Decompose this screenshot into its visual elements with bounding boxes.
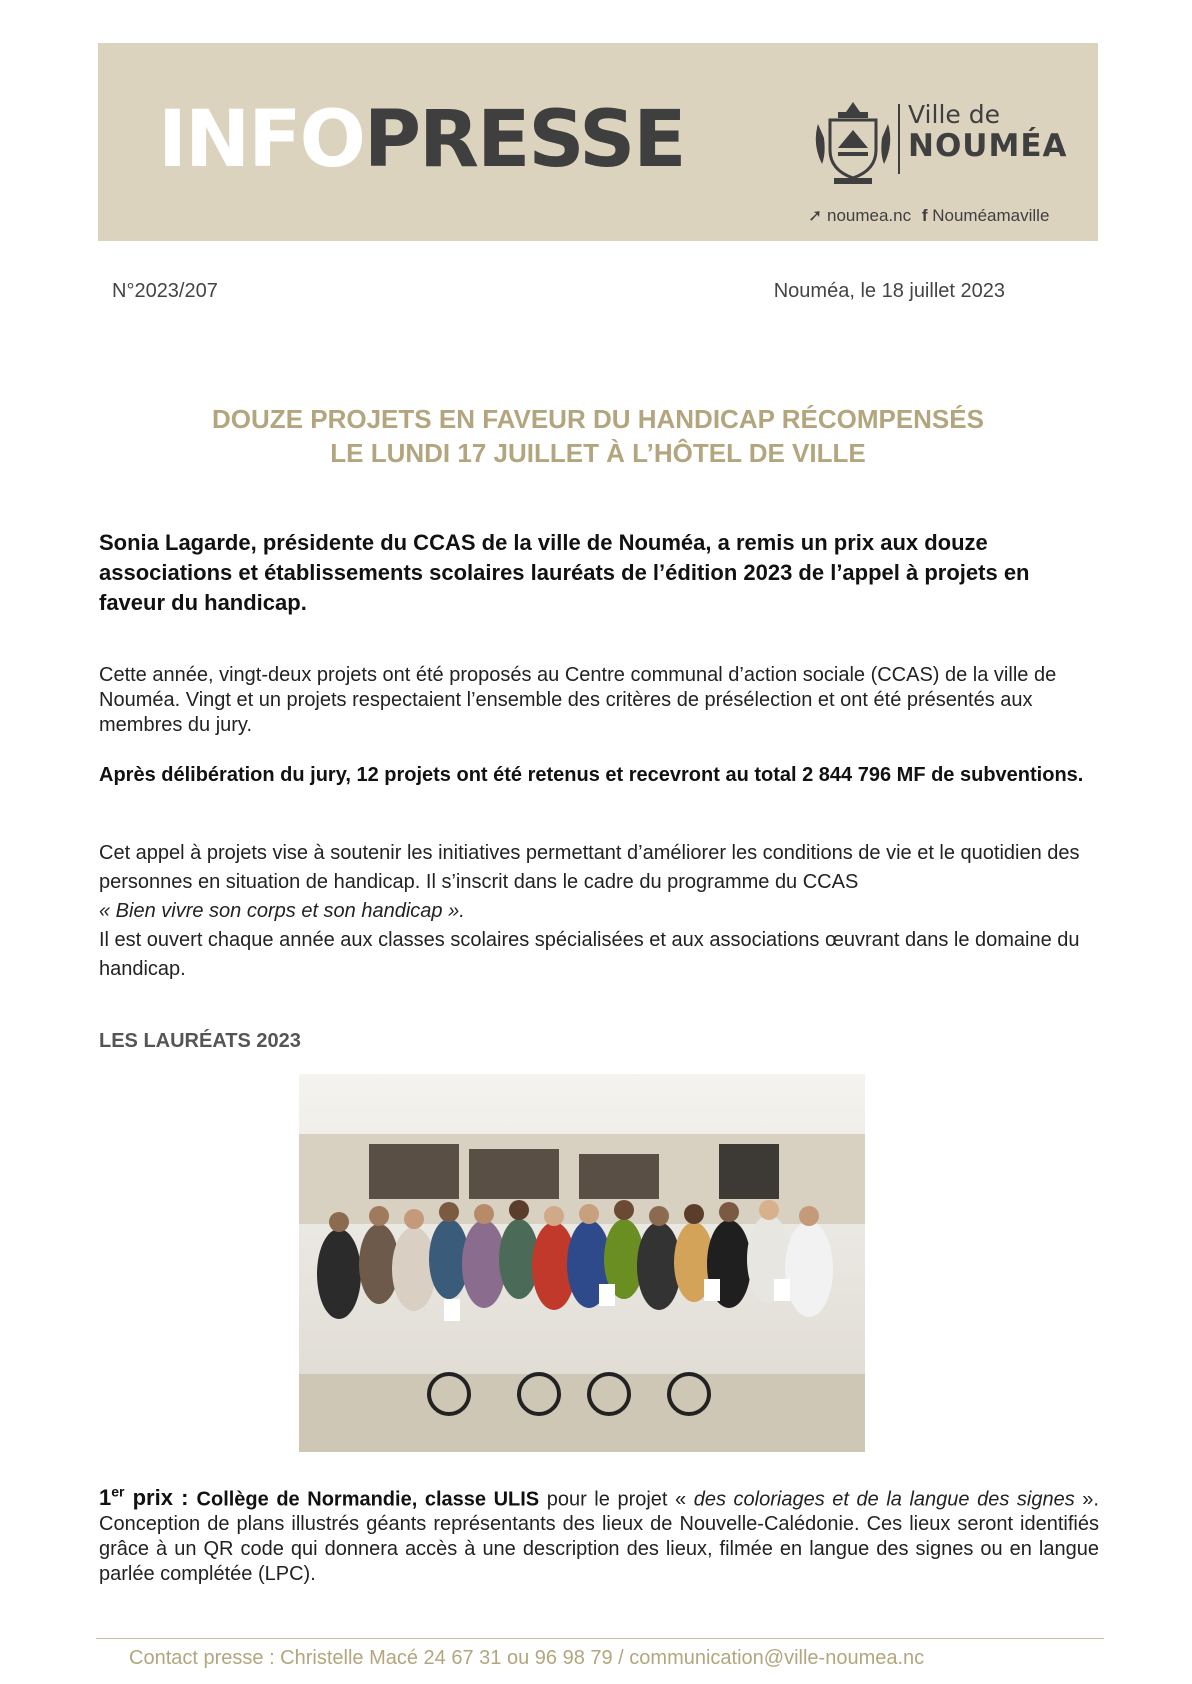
prize-rank-word: prix : bbox=[124, 1485, 197, 1511]
lead-paragraph: Sonia Lagarde, présidente du CCAS de la ville de Nouméa, a remis un prix aux douze associations et établissements scolaires lauréats de l’édition 2023 de l’appel à projets en faveur du handicap. bbox=[99, 530, 1030, 615]
body-paragraph-1: Cette année, vingt-deux projets ont été proposés au Centre communal d’action sociale (CCAS) de la ville de Nouméa. Vingt et un projets respectaient l’ensemble des critères de présélection et ont été présentés aux membres du jury. bbox=[99, 664, 1057, 736]
press-contact: Contact presse : Christelle Macé 24 67 31 ou 96 98 79 / communication@ville-noumea.nc bbox=[129, 1647, 925, 1669]
website-link[interactable]: noumea.nc bbox=[826, 206, 912, 225]
release-date: Nouméa, le 18 juillet 2023 bbox=[773, 280, 1005, 302]
prize-rank-number: 1 bbox=[99, 1485, 112, 1511]
city-name: NOUMÉA bbox=[908, 128, 1068, 164]
city-logo bbox=[808, 98, 1068, 228]
prize-project-name: des coloriages et de la langue des signes bbox=[693, 1488, 1075, 1511]
footer-divider bbox=[96, 1638, 1104, 1639]
programme-name: « Bien vivre son corps et son handicap ». bbox=[99, 900, 465, 922]
group-photo bbox=[299, 1074, 865, 1452]
city-label: Ville de bbox=[908, 100, 1000, 129]
paragraph-3-end: Il est ouvert chaque année aux classes scolaires spécialisées et aux associations œuvrant dans le domaine du handicap. bbox=[99, 929, 1080, 980]
prize-rank bbox=[99, 1485, 197, 1510]
release-number: N°2023/207 bbox=[112, 280, 218, 302]
city-crest-icon bbox=[808, 98, 898, 186]
prize-description: ». Conception de plans illustrés géants représentants des lieux de Nouvelle-Calédonie. Ces lieux seront identifiés grâce à un QR code qui donnera accès à une description des lieux, filmée en langue des signes ou en langue parlée complétée (LPC). bbox=[99, 1488, 1099, 1586]
prize-pre-project: pour le projet « bbox=[539, 1488, 694, 1511]
body-paragraph-3 bbox=[99, 839, 1095, 984]
title-line-1: DOUZE PROJETS EN FAVEUR DU HANDICAP RÉCOMPENSÉS bbox=[212, 404, 984, 434]
facebook-icon: f bbox=[921, 206, 928, 225]
social-links bbox=[808, 206, 1049, 226]
title-line-2: LE LUNDI 17 JUILLET À L’HÔTEL DE VILLE bbox=[330, 438, 866, 468]
infopresse-logo bbox=[158, 95, 685, 185]
prize-rank-sup: er bbox=[111, 1484, 125, 1500]
section-heading: LES LAURÉATS 2023 bbox=[99, 1030, 301, 1052]
page-title bbox=[98, 402, 1098, 470]
body-paragraph-2: Après délibération du jury, 12 projets ont été retenus et recevront au total 2 844 796 MF de subventions. bbox=[99, 764, 1084, 786]
prize-winner: Collège de Normandie, classe ULIS bbox=[196, 1488, 540, 1511]
header-banner bbox=[98, 43, 1098, 241]
arrow-icon: ➚ bbox=[808, 206, 823, 225]
prize-1-paragraph bbox=[99, 1480, 1099, 1587]
logo-presse-text: PRESSE bbox=[363, 95, 685, 185]
logo-divider bbox=[898, 104, 900, 174]
logo-info-text: INFO bbox=[158, 95, 364, 185]
facebook-link[interactable]: Nouméamaville bbox=[932, 206, 1050, 225]
paragraph-3-text: Cet appel à projets vise à soutenir les initiatives permettant d’améliorer les conditions de vie et le quotidien des personnes en situation de handicap. Il s’inscrit dans le cadre du programme du CCAS bbox=[99, 842, 1080, 893]
